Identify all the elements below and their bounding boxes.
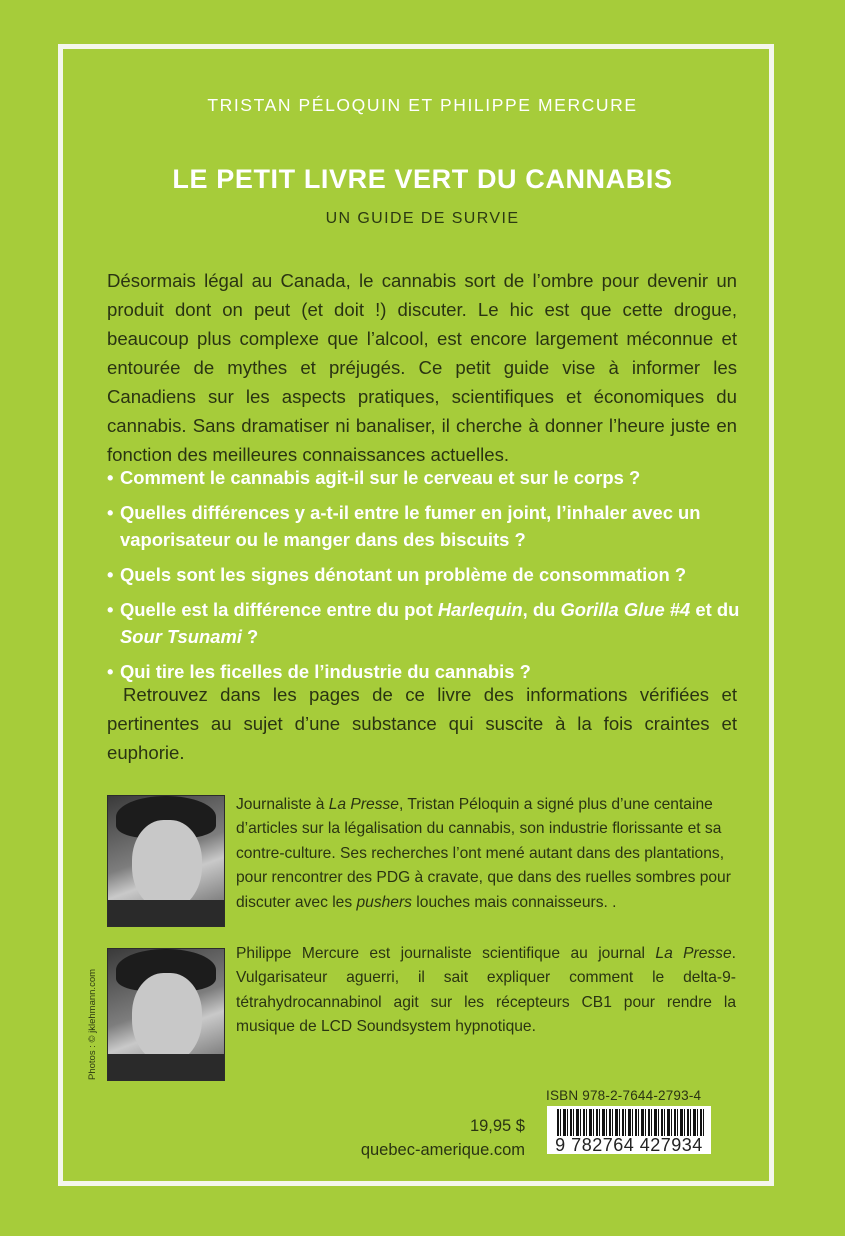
isbn-label: ISBN 978-2-7644-2793-4 xyxy=(546,1088,702,1103)
bio-text: , Tristan Péloquin a signé plus d’une centaine d’articles sur la légalisation du cannabis, son industrie florissante et sa contre-culture. Ses recherches l’ont mené autant dans des plantations, pour rencontrer des PDG à cravate, que dans des ruelles sombres pour discuter avec les xyxy=(236,796,731,911)
barcode xyxy=(547,1106,711,1154)
question-item xyxy=(107,596,747,650)
bio-text: Journaliste à xyxy=(236,796,329,813)
photo-face-shape xyxy=(132,820,202,910)
strain-name: Sour Tsunami xyxy=(120,626,242,647)
book-subtitle: UN GUIDE DE SURVIE xyxy=(325,210,520,227)
question-item: • Comment le cannabis agit-il sur le cerveau et sur le corps ? xyxy=(107,464,747,491)
bio-text: louches mais connaisseurs. . xyxy=(411,893,617,911)
bio-text: Philippe Mercure est journaliste scientifique au journal xyxy=(236,945,656,962)
question-text: Quelle est la différence entre du pot xyxy=(120,599,438,620)
intro-paragraph: Désormais légal au Canada, le cannabis sort de l’ombre pour devenir un produit dont on peut (et doit !) discuter. Le hic est que cette drogue, beaucoup plus complexe que l’alcool, est encore largement méconnue et entourée de mythes et préjugés. Ce petit guide vise à informer les Canadiens sur les aspects pratiques, scientifiques et économiques du cannabis. Sans dramatiser ni banaliser, il cherche à donner l’heure juste en fonction des meilleures connaissances actuelles. xyxy=(107,270,737,465)
barcode-number: 9 782764 427934 xyxy=(549,1136,709,1154)
photo-face-shape xyxy=(132,973,202,1063)
author-photo-philippe xyxy=(107,948,225,1081)
question-item: • Qui tire les ficelles de l’industrie du cannabis ? xyxy=(107,658,747,685)
outro-paragraph: Retrouvez dans les pages de ce livre des informations vérifiées et pertinentes au sujet d’une substance qui suscite à la fois craintes et euphorie. xyxy=(107,684,737,763)
bio-italic: La Presse xyxy=(655,945,732,962)
bio-tristan xyxy=(236,793,736,915)
author-photo-tristan xyxy=(107,795,225,927)
photo-credit: Photos : © jklehmann.com xyxy=(87,968,98,1080)
strain-name: Gorilla Glue #4 xyxy=(560,599,691,620)
bio-italic: pushers xyxy=(356,893,412,911)
price: 19,95 $ xyxy=(469,1117,525,1135)
question-item: • Quelles différences y a-t-il entre le fumer en joint, l’inhaler avec un vaporisateur ou le manger dans des biscuits ? xyxy=(107,499,747,553)
publisher-website: quebec-amerique.com xyxy=(360,1141,525,1159)
question-text: , du xyxy=(522,599,561,620)
question-item: • Quels sont les signes dénotant un problème de consommation ? xyxy=(107,561,747,588)
bio-italic: La Presse xyxy=(328,796,399,813)
bio-philippe xyxy=(236,942,736,1040)
strain-name: Harlequin xyxy=(437,599,523,620)
question-text: et du xyxy=(690,599,740,620)
question-list xyxy=(107,464,747,693)
photo-shirt-shape xyxy=(108,1054,224,1080)
photo-shirt-shape xyxy=(108,900,224,926)
question-text: ? xyxy=(241,626,259,647)
book-title: LE PETIT LIVRE VERT DU CANNABIS xyxy=(172,164,673,194)
authors-line: TRISTAN PÉLOQUIN ET PHILIPPE MERCURE xyxy=(207,95,638,115)
bio-text: . Vulgarisateur aguerri, il sait expliquer comment le delta-9-tétrahydrocannabinol agit sur les récepteurs CB1 pour rendre la musique de LCD Soundsystem hypnotique. xyxy=(236,945,736,1036)
